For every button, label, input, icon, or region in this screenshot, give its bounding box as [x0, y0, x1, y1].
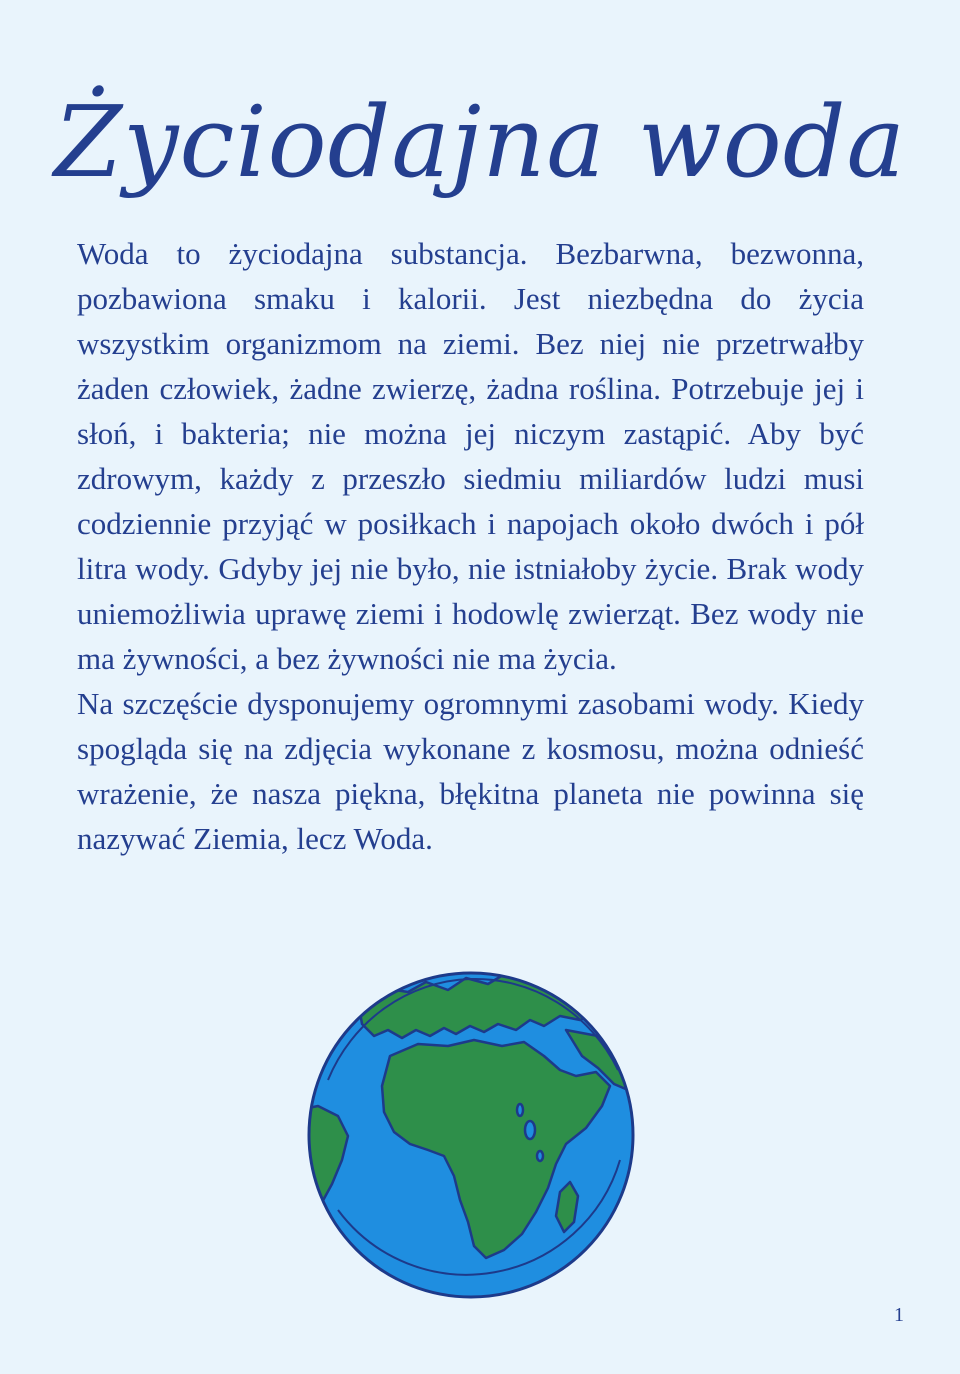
lake [537, 1151, 543, 1161]
paragraph-1: Woda to życiodajna substancja. Bezbarwna, bezwonna, pozbawiona smaku i kalorii. Jest niezbędna do życia wszystkim organizmom na ziemi. Bez niej nie przetrwałby żaden człowiek, żadne zwierzę, żadna roślina. Potrzebuje jej i słoń, i bakteria; nie można jej niczym zastąpić. Aby być zdrowym, każdy z przeszło siedmiu miliardów ludzi musi codziennie przyjąć w posiłkach i napojach około dwóch i pół litra wody. Gdyby jej nie było, nie istniałoby życie. Brak wody uniemożliwia uprawę ziemi i hodowlę zwierząt. Bez wody nie ma żywności, a bez żywności nie ma życia. [77, 236, 864, 676]
lake [525, 1121, 535, 1139]
page-title: Życiodajna woda [54, 86, 906, 200]
article-body [77, 231, 864, 861]
earth-globe-icon [298, 960, 644, 1306]
lake [517, 1104, 523, 1116]
page-number: 1 [894, 1304, 904, 1326]
paragraph-2: Na szczęście dysponujemy ogromnymi zasobami wody. Kiedy spogląda się na zdjęcia wykonane z kosmosu, można odnieść wrażenie, że nasza piękna, błękitna planeta nie powinna się nazywać Ziemia, lecz Woda. [77, 686, 864, 856]
